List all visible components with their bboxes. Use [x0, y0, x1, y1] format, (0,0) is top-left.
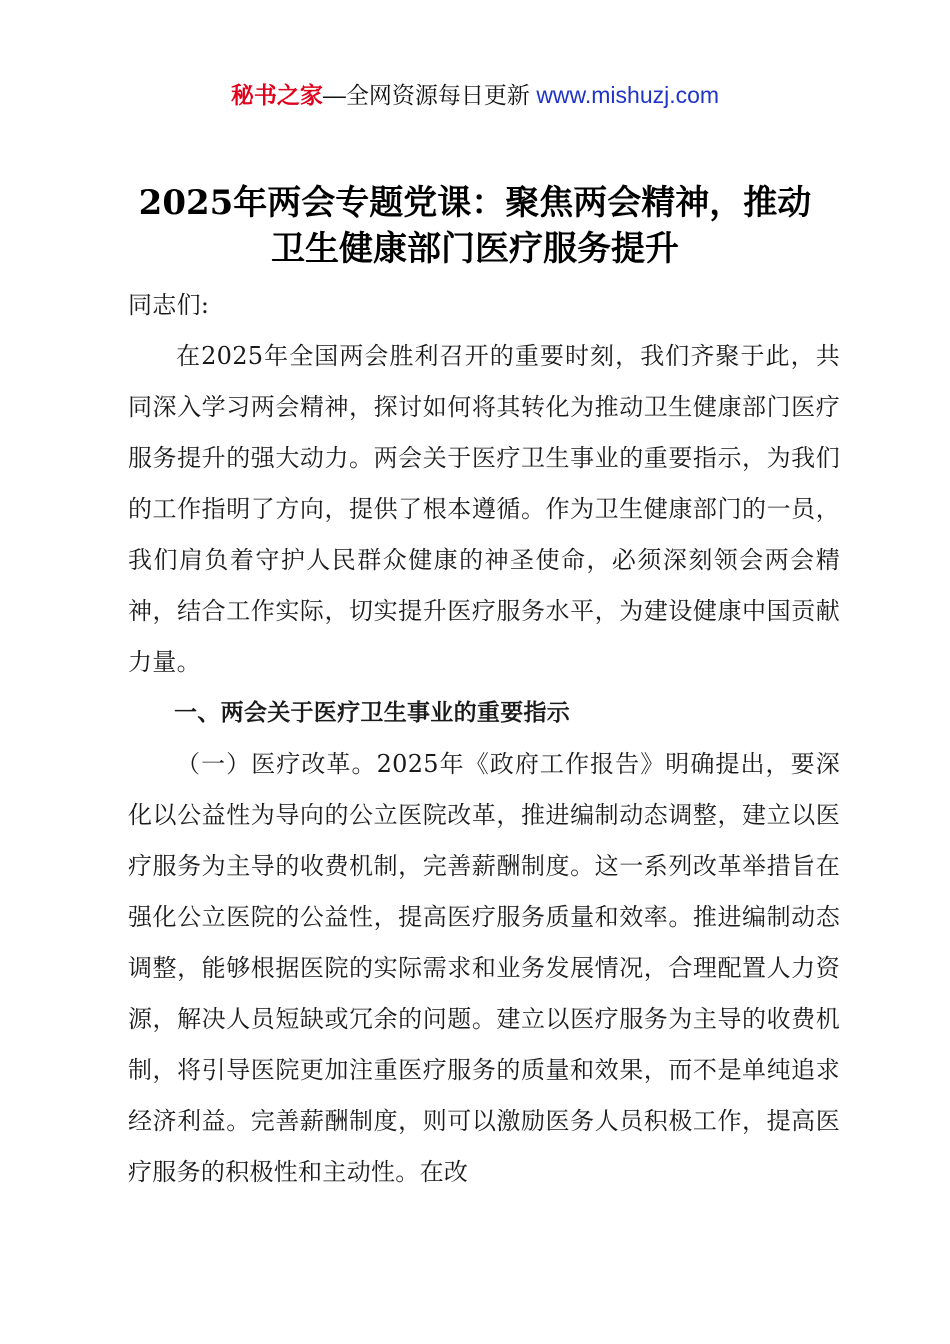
intro-paragraph: 在2025年全国两会胜利召开的重要时刻，我们齐聚于此，共同深入学习两会精神，探讨如何将其转化为推动卫生健康部门医疗服务提升的强大动力。两会关于医疗卫生事业的重要指示，为我们的工作指明了方向，提供了根本遵循。作为卫生健康部门的一员，我们肩负着守护人民群众健康的神圣使命，必须深刻领会两会精神，结合工作实际，切实提升医疗服务水平，为建设健康中国贡献力量。 [128, 342, 840, 676]
site-header [0, 78, 950, 112]
section-heading-1: 一、两会关于医疗卫生事业的重要指示 [174, 700, 571, 726]
brand-name: 秘书之家 [230, 82, 323, 108]
section-1-paragraph-1: （一）医疗改革。2025年《政府工作报告》明确提出，要深化以公益性为导向的公立医院改革，推进编制动态调整，建立以医疗服务为主导的收费机制，完善薪酬制度。这一系列改革举措旨在强化公立医院的公益性，提高医疗服务质量和效率。推进编制动态调整，能够根据医院的实际需求和业务发展情况，合理配置人力资源，解决人员短缺或冗余的问题。建立以医疗服务为主导的收费机制，将引导医院更加注重医疗服务的质量和效果，而不是单纯追求经济利益。完善薪酬制度，则可以激励医务人员积极工作，提高医疗服务的积极性和主动性。在改 [128, 750, 840, 1186]
document-title [70, 180, 880, 272]
title-line-1: 2025年两会专题党课：聚焦两会精神，推动 [138, 183, 812, 223]
title-line-2: 卫生健康部门医疗服务提升 [271, 229, 679, 269]
header-tagline: —全网资源每日更新 [322, 82, 530, 108]
site-url-link[interactable]: www.mishuzj.com [536, 82, 720, 108]
salutation: 同志们: [128, 291, 210, 319]
document-body [128, 280, 840, 1198]
